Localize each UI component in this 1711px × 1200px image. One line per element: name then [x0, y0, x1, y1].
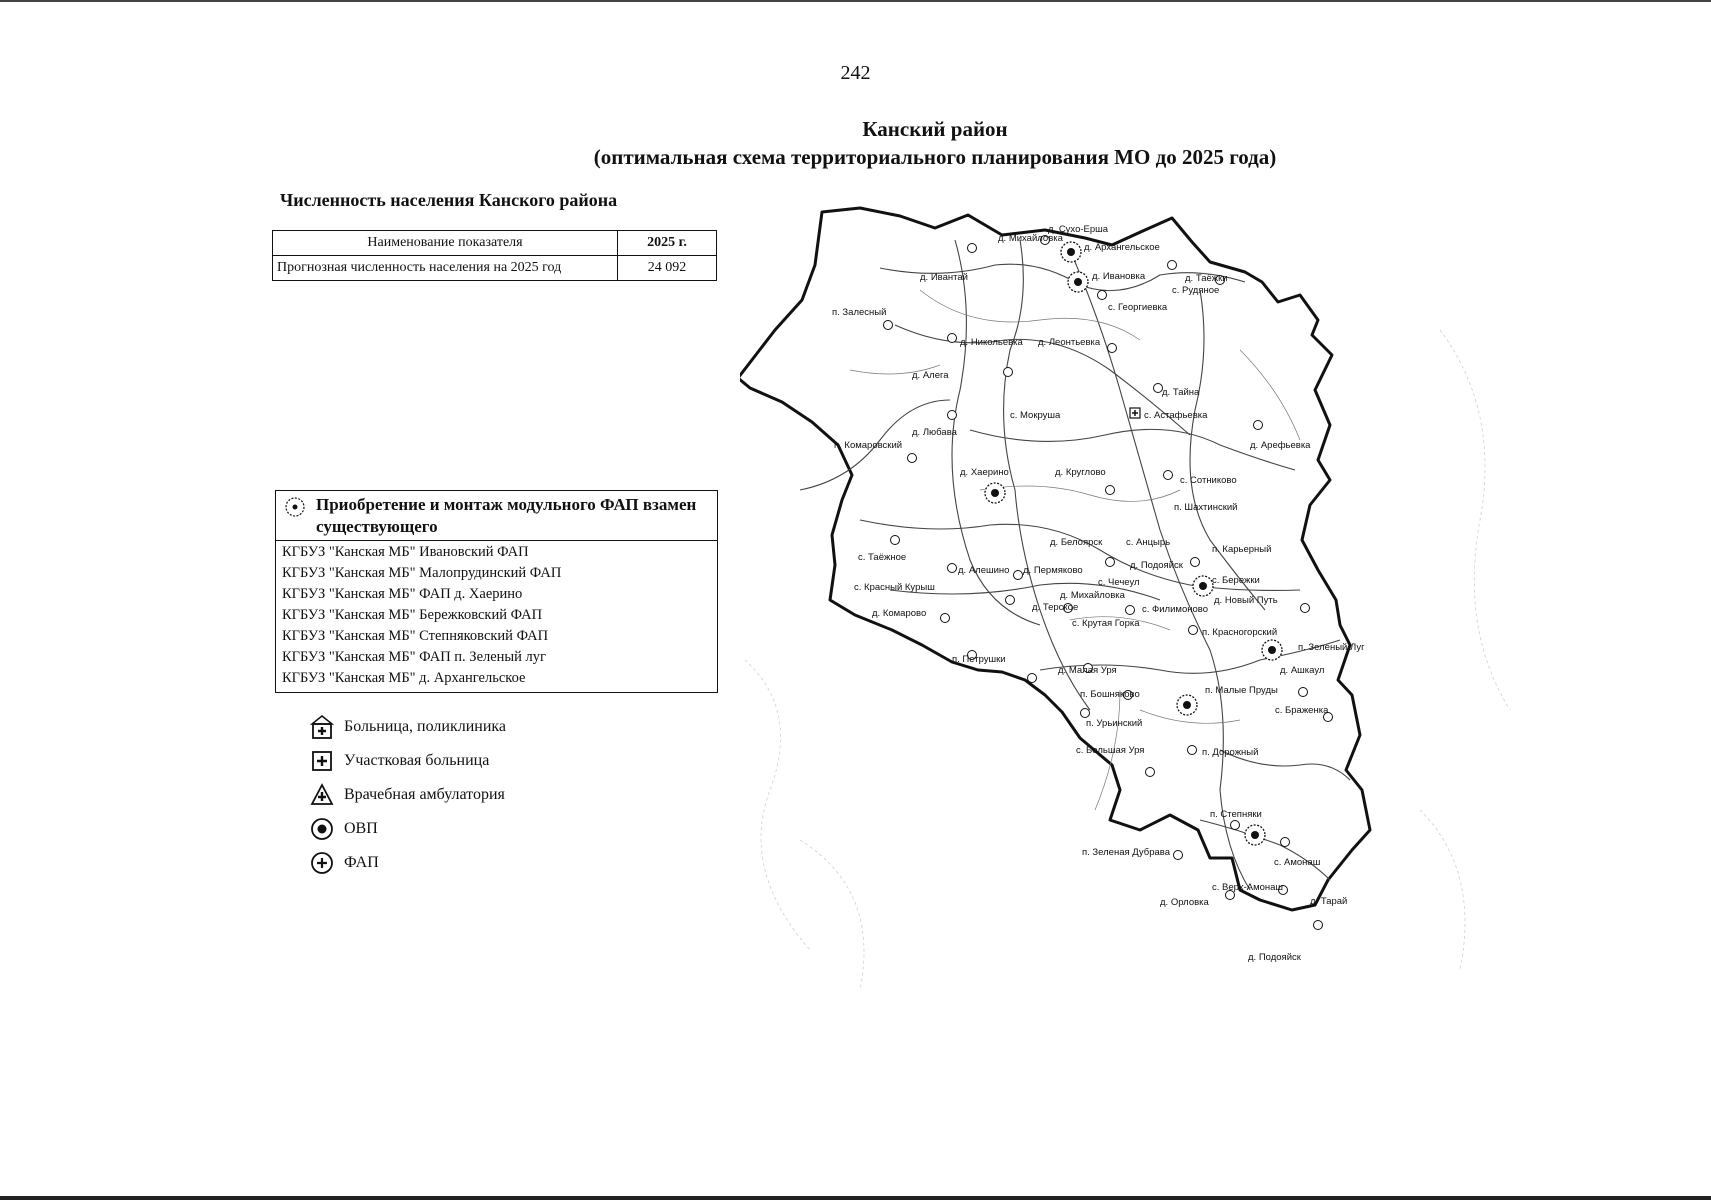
settlement-label: п. Урьинский: [1086, 718, 1143, 729]
settlement-label: д. Ашкаул: [1280, 665, 1325, 676]
population-table-col-name: Наименование показателя: [273, 231, 618, 256]
settlement-label: д. Подояйск: [1248, 952, 1301, 963]
settlement-label: д. Подояйск: [1130, 560, 1183, 571]
settlement-label: п. Зеленый Луг: [1298, 642, 1365, 653]
settlement-label: д. Пермяково: [1023, 565, 1083, 576]
modular-fap-list: [276, 541, 717, 692]
district-map: [740, 190, 1520, 1030]
settlement-label: с. Георгиевка: [1108, 302, 1168, 313]
settlement-label: п. Комаровский: [834, 440, 903, 451]
population-heading: Численность населения Канского района: [280, 190, 618, 210]
settlement-label: п. Петрушки: [952, 654, 1006, 665]
legend-label: ФАП: [344, 854, 379, 871]
title-line-1: Канский район: [862, 117, 1008, 141]
legend-item-ovp: [310, 812, 506, 846]
settlement-label: п. Степняки: [1210, 809, 1262, 820]
map-legend: [310, 710, 506, 880]
settlement-label: д. Тарай: [1310, 896, 1348, 907]
settlement-label: д. Архангельское: [1084, 242, 1160, 253]
district-hospital-icon: [310, 749, 334, 773]
settlement-label: д. Комарово: [872, 608, 927, 619]
settlement-label: п. Малые Пруды: [1205, 685, 1278, 696]
settlement-label: с. Красный Курыш: [854, 582, 935, 593]
list-item: КГБУЗ "Канская МБ" Ивановский ФАП: [282, 544, 529, 560]
settlement-label: д. Ивановка: [1092, 271, 1146, 282]
modular-fap-icon: [284, 496, 306, 518]
legend-label: Врачебная амбулатория: [344, 786, 505, 803]
settlement-label: с. Амонаш: [1274, 857, 1321, 868]
population-row-value: 24 092: [618, 256, 717, 281]
population-table-header-row: [273, 231, 717, 256]
settlement-label: п. Красногорский: [1202, 627, 1278, 638]
settlement-label: д. Никольевка: [960, 337, 1023, 348]
settlement-label: д. Любава: [912, 427, 957, 438]
population-row-label: Прогнозная численность населения на 2025 год: [273, 256, 618, 281]
settlement-label: с. Верх-Амонаш: [1212, 882, 1284, 893]
list-item: КГБУЗ "Канская МБ" ФАП д. Хаерино: [282, 586, 523, 602]
settlement-label: д. Ивантай: [920, 272, 968, 283]
modular-fap-heading: Приобретение и монтаж модульного ФАП взамен существующего: [316, 495, 697, 536]
settlement-label: д. Леонтьевка: [1038, 337, 1101, 348]
settlement-label: д. Арефьевка: [1250, 440, 1311, 451]
hospital-polyclinic-icon: [310, 714, 334, 740]
fap-icon: [310, 851, 334, 875]
settlement-label: д. Круглово: [1055, 467, 1106, 478]
page-top-edge: [0, 0, 1711, 2]
settlement-label: с. Браженка: [1275, 705, 1329, 716]
population-table: [272, 230, 717, 281]
settlement-label: с. Филимоново: [1142, 604, 1208, 615]
legend-label: Больница, поликлиника: [344, 718, 507, 735]
list-item: КГБУЗ "Канская МБ" д. Архангельское: [282, 670, 526, 686]
settlement-label: с. Сотниково: [1180, 475, 1237, 486]
settlement-label: д. Новый Путь: [1214, 595, 1278, 606]
legend-item-ambulatory: [310, 778, 506, 812]
settlement-label: д. Белоярск: [1050, 537, 1103, 548]
settlement-label: с. Рудяное: [1172, 285, 1220, 296]
list-item: КГБУЗ "Канская МБ" Степняковский ФАП: [282, 628, 549, 644]
page-bottom-edge: [0, 1196, 1711, 1200]
settlement-label: д. Хаерино: [960, 467, 1009, 478]
settlement-label: с. Крутая Горка: [1072, 618, 1140, 629]
district-hospital-marker: [1130, 408, 1140, 418]
population-table-row: [273, 256, 717, 281]
legend-label: Участковая больница: [344, 752, 490, 769]
settlement-label: п. Бошняково: [1080, 689, 1140, 700]
settlement-label: д. Орловка: [1160, 897, 1209, 908]
settlement-label: с. Чечеул: [1098, 577, 1140, 588]
settlement-label: п. Карьерный: [1212, 544, 1272, 555]
legend-item-district-hospital: [310, 744, 506, 778]
page-number: 242: [840, 62, 871, 84]
ambulatory-icon: [310, 783, 334, 807]
settlement-label: с. Мокруша: [1010, 410, 1061, 421]
settlement-label: д. Таёжки: [1185, 273, 1228, 284]
settlement-label: д. Сухо-Ерша: [1048, 224, 1109, 235]
settlement-label: п. Залесный: [832, 307, 887, 318]
legend-label: ОВП: [344, 820, 378, 837]
settlement-label: д. Тайна: [1162, 387, 1200, 398]
settlement-label: с. Астафьевка: [1144, 410, 1208, 421]
settlement-label: с. Анцырь: [1126, 537, 1171, 548]
legend-item-fap: [310, 846, 506, 880]
settlement-label: д. Малая Уря: [1058, 665, 1117, 676]
list-item: КГБУЗ "Канская МБ" Малопрудинский ФАП: [282, 565, 562, 581]
list-item: КГБУЗ "Канская МБ" ФАП п. Зеленый луг: [282, 649, 546, 665]
settlement-label: п. Дорожный: [1202, 747, 1259, 758]
settlement-label: д. Алега: [912, 370, 949, 381]
settlement-label: п. Шахтинский: [1174, 502, 1238, 513]
settlement-label: д. Терское: [1032, 602, 1079, 613]
settlement-label: д. Михайловка: [998, 233, 1063, 244]
list-item: КГБУЗ "Канская МБ" Бережковский ФАП: [282, 607, 543, 623]
page-title: [540, 115, 1330, 171]
settlement-label: д. Михайловка: [1060, 590, 1125, 601]
settlement-label: с. Бережки: [1212, 575, 1260, 586]
ovp-icon: [310, 817, 334, 841]
title-line-2: (оптимальная схема территориального планирования МО до 2025 года): [593, 145, 1277, 169]
modular-fap-box: [275, 490, 718, 693]
legend-item-hospital: [310, 710, 506, 744]
modular-fap-heading-row: [276, 491, 717, 541]
population-table-col-year: 2025 г.: [618, 231, 717, 256]
settlement-label: д. Алешино: [958, 565, 1010, 576]
settlement-label: с. Таёжное: [858, 552, 907, 563]
settlement-label: с. Большая Уря: [1076, 745, 1145, 756]
settlement-label: п. Зеленая Дубрава: [1082, 847, 1171, 858]
